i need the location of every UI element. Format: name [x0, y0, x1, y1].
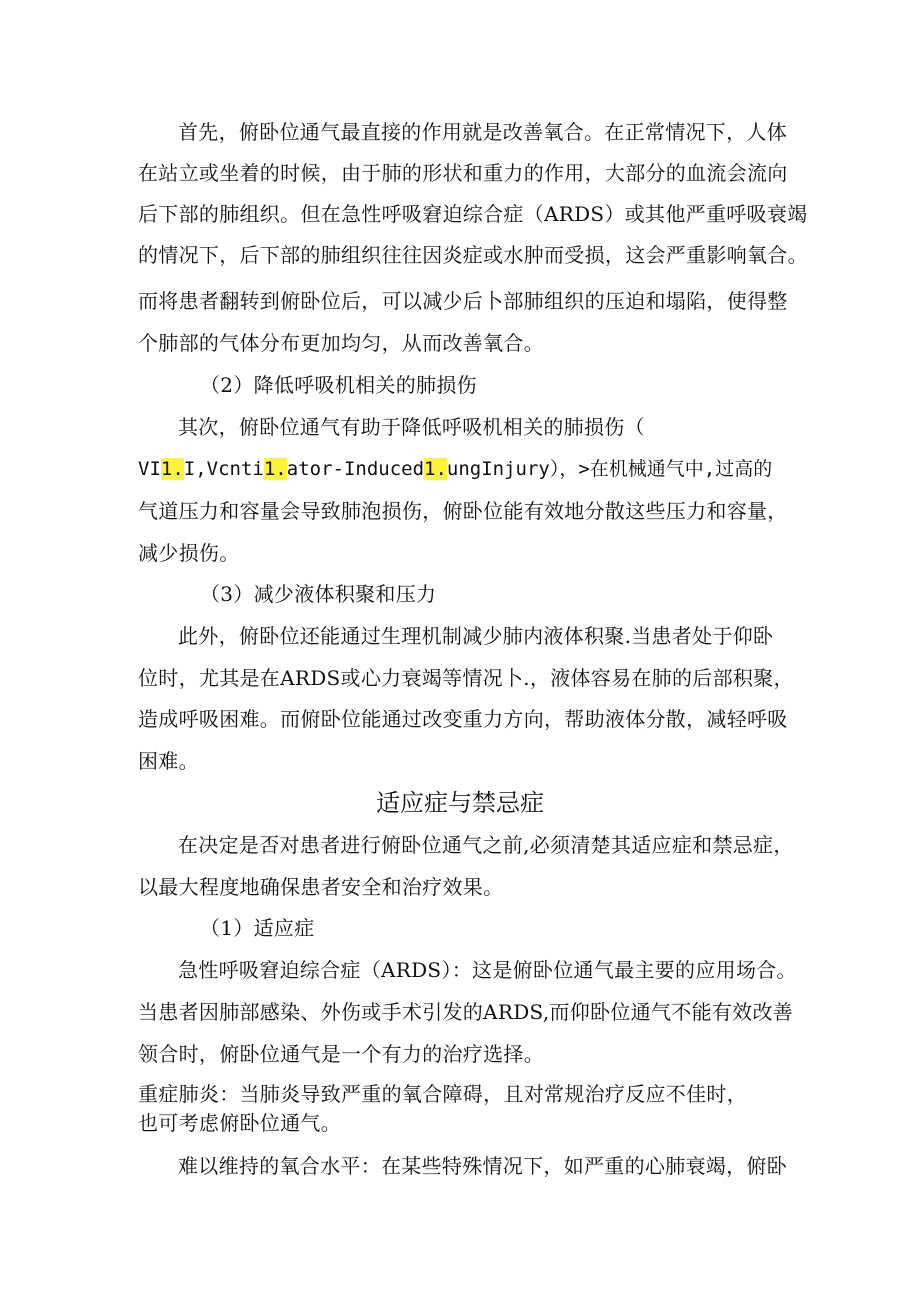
highlighted-text: 1. [424, 458, 447, 480]
text-span: ator-Induced [286, 458, 425, 480]
paragraph-line: 气道压力和容量会导致肺泡损伤，俯卧位能有效地分散这些压力和容量， [138, 499, 788, 523]
paragraph-line: 也可考虑俯卧位通气。 [138, 1111, 341, 1135]
paragraph-line: 在决定是否对患者进行俯卧位通气之前,必须清楚其适应症和禁忌症， [178, 833, 794, 857]
paragraph-line-abbreviation [138, 456, 772, 482]
paragraph-line: 后下部的肺组织。但在急性呼吸窘迫综合症（ARDS）或其他严重呼吸衰竭 [138, 202, 808, 226]
paragraph-line: 难以维持的氧合水平：在某些特殊情况下，如严重的心肺衰竭，俯卧 [178, 1154, 787, 1178]
paragraph-line: 减少损伤。 [138, 541, 240, 565]
text-span: VI [138, 458, 161, 480]
paragraph-line: 急性呼吸窘迫综合症（ARDS）：这是俯卧位通气最主要的应用场合。 [178, 958, 797, 982]
subsection-heading: （3）减少液体积聚和压力 [200, 582, 437, 606]
paragraph-line: 的情况下，后下部的肺组织往往因炎症或水肿而受损，这会严重影响氧合。 [138, 243, 808, 267]
paragraph-line: 在站立或坐着的时候，由于肺的形状和重力的作用，大部分的血流会流向 [138, 161, 788, 185]
paragraph-line: 重症肺炎：当肺炎导致严重的氧合障碍，且对常规治疗反应不佳时， [138, 1082, 747, 1106]
paragraph-line: 而将患者翻转到俯卧位后，可以减少后卜部肺组织的压迫和塌陷，使得整 [138, 289, 788, 313]
highlighted-text: 1. [160, 458, 184, 480]
text-span: ungInjury），>在机械通气中,过高的 [446, 458, 773, 480]
paragraph-line: 其次，俯卧位通气有助于降低呼吸机相关的肺损伤（ [178, 415, 645, 439]
paragraph-line: 以最大程度地确保患者安全和治疗效果。 [138, 875, 504, 899]
section-heading: 适应症与禁忌症 [376, 789, 544, 817]
text-span: I,Vcnti [183, 458, 264, 480]
highlighted-text: 1. [263, 458, 287, 480]
paragraph-line: 造成呼吸困难。而俯卧位能通过改变重力方向，帮助液体分散，减轻呼吸 [138, 707, 788, 731]
paragraph-line: 个肺部的气体分布更加均匀，从而改善氧合。 [138, 331, 544, 355]
paragraph-line: 当患者因肺部感染、外伤或手术引发的ARDS,而仰卧位通气不能有效改善 [138, 1000, 794, 1024]
paragraph-line: 此外，俯卧位还能通过生理机制减少肺内液体积聚.当患者处于仰卧 [178, 624, 774, 648]
paragraph-line: 位时，尤其是在ARDS或心力衰竭等情况卜.，液体容易在肺的后部积聚， [138, 666, 794, 690]
paragraph-line: 困难。 [138, 749, 199, 773]
paragraph-line: 首先，俯卧位通气最直接的作用就是改善氧合。在正常情况下，人体 [178, 120, 787, 144]
subsection-heading: （2）降低呼吸机相关的肺损伤 [200, 373, 477, 397]
paragraph-line: 领合时，俯卧位通气是一个有力的治疗选择。 [138, 1042, 544, 1066]
subsection-heading: （1）适应症 [200, 916, 315, 940]
